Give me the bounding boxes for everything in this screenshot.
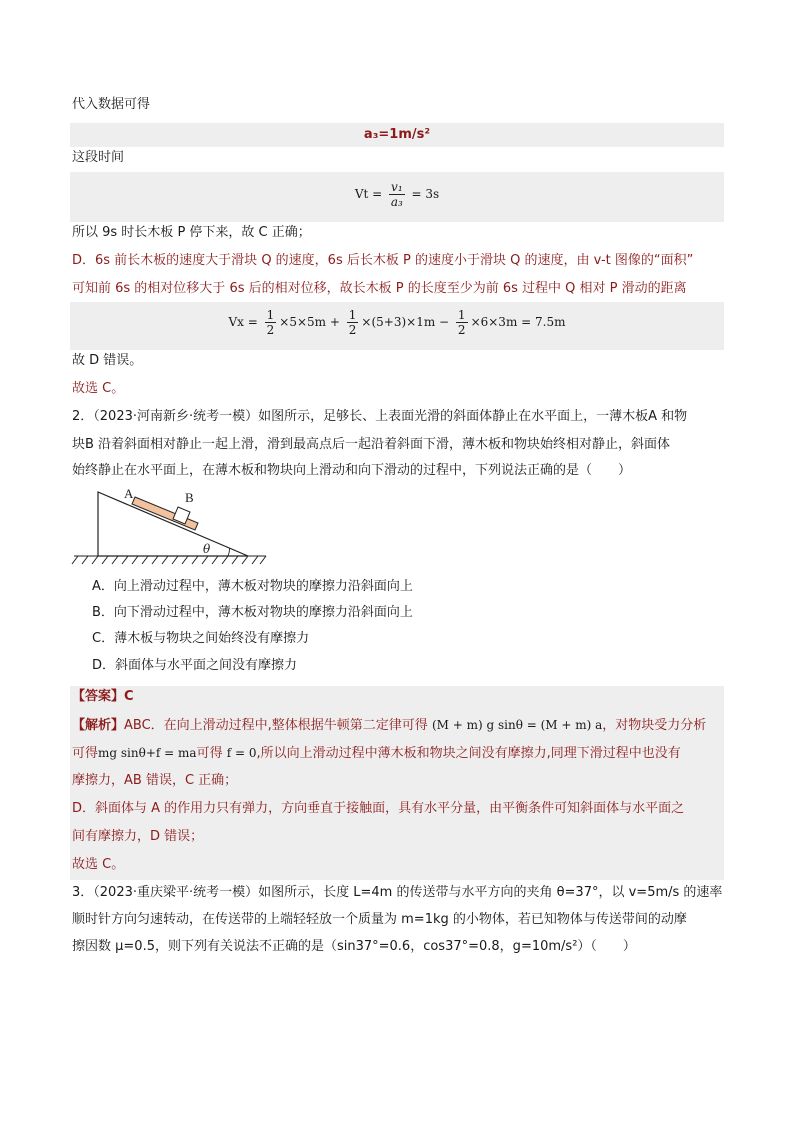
analysis-text-2b: 可得 — [196, 746, 223, 761]
label-a: A — [124, 486, 134, 501]
dx-term2: ×(5+3)×1m − — [361, 315, 450, 329]
q2-option-c: C．薄木板与物块之间始终没有摩擦力 — [92, 631, 310, 646]
choose-c-1: 故选 C。 — [72, 381, 125, 396]
d-wrong-text: 故 D 错误。 — [72, 353, 143, 368]
incline-figure — [70, 484, 280, 570]
q2-line2: 块B 沿着斜面相对静止一起上滑，滑到最高点后一起沿着斜面下滑，薄木板和物块始终相对静止，斜面体 — [72, 437, 671, 452]
q2-analysis-line2 — [72, 743, 724, 764]
dx-term3: ×6×3m = 7.5m — [470, 315, 566, 329]
analysis-text-1b: ，对物块受力分析 — [602, 718, 707, 733]
half-den: 2 — [348, 323, 357, 337]
dx-formula — [70, 302, 724, 337]
half-num: 1 — [266, 308, 275, 322]
q2-line1: 2．（2023·河南新乡·统考一模）如图所示，足够长、上表面光滑的斜面体静止在水平面上，一薄木板A 和物 — [72, 409, 688, 424]
dx-term1: ×5×5m + — [279, 315, 340, 329]
analysis-eq-3: f = 0 — [226, 746, 257, 760]
half-fraction — [456, 308, 468, 337]
q2-option-a: A．向上滑动过程中，薄木板对物块的摩擦力沿斜面向上 — [92, 579, 413, 594]
q3-line2: 顺时针方向匀速转动，在传送带的上端轻轻放一个质量为 m=1kg 的小物体，若已知物体与传送带间的动摩 — [72, 912, 687, 927]
q2-analysis-line5: 间有摩擦力，D 错误； — [72, 829, 204, 844]
q2-line3: 始终静止在水平面上，在薄木板和物块向上滑动和向下滑动的过程中，下列说法正确的是（ ） — [72, 463, 632, 478]
half-num: 1 — [457, 308, 466, 322]
dt-formula — [70, 172, 724, 209]
dt-denominator: a₃ — [390, 195, 403, 209]
q2-analysis-line4: D．斜面体与 A 的作用力只有弹力，方向垂直于接触面，具有水平分量，由平衡条件可知斜面体与水平面之 — [72, 801, 685, 816]
dt-rhs: = 3s — [411, 187, 440, 201]
q2-option-b: B．向下滑动过程中，薄木板对物块的摩擦力沿斜面向上 — [92, 605, 413, 620]
choose-c-2: 故选 C。 — [72, 857, 125, 872]
time-label: 这段时间 — [72, 150, 125, 165]
analysis-text-1a: ABC．在向上滑动过程中,整体根据牛顿第二定律可得 — [124, 718, 428, 733]
half-num: 1 — [348, 308, 357, 322]
dx-lhs: Vx = — [228, 315, 258, 329]
q2-analysis-line3: 摩擦力，AB 错误，C 正确； — [72, 773, 238, 788]
q2-option-d: D．斜面体与水平面之间没有摩擦力 — [92, 658, 298, 673]
dt-formula-box — [70, 172, 724, 222]
analysis-eq-2: mg sinθ+f = ma — [98, 746, 197, 760]
half-den: 2 — [266, 323, 275, 337]
half-fraction — [265, 308, 277, 337]
half-den: 2 — [457, 323, 466, 337]
dt-lhs: Vt = — [354, 187, 383, 201]
analysis-eq-1: (M + m) g sinθ = (M + m) a — [431, 718, 603, 732]
q2-answer: 【答案】C — [72, 689, 134, 704]
analysis-tag: 【解析】 — [72, 718, 125, 733]
conclusion-c — [72, 223, 724, 243]
analysis-text-2a: 可得 — [72, 746, 99, 761]
q2-analysis-line1 — [72, 715, 724, 736]
analysis-text-2c: ,所以向上滑动过程中薄木板和物块之间没有摩擦力,同理下滑过程中也没有 — [256, 746, 681, 761]
d-analysis-line1: D．6s 前长木板的速度大于滑块 Q 的速度，6s 后长木板 P 的速度小于滑块 Q 的速度，由 v-t 图像的“面积” — [72, 253, 694, 268]
conclusion-c-text: 所以 9s 时长木板 P 停下来，故 C 正确； — [72, 225, 311, 240]
a3-formula-box — [70, 123, 724, 147]
label-theta: θ — [203, 542, 211, 556]
q3-line3: 擦因数 μ=0.5，则下列有关说法不正确的是（sin37°=0.6，cos37°=0.8，g=10m/s²）（ ） — [72, 939, 636, 954]
a3-formula: a₃=1m/s² — [363, 127, 431, 142]
substitute-text: 代入数据可得 — [72, 97, 151, 112]
half-fraction — [347, 308, 359, 337]
label-b: B — [185, 490, 194, 505]
incline-body — [98, 492, 248, 556]
d-analysis-line2: 可知前 6s 的相对位移大于 6s 后的相对位移，故长木板 P 的长度至少为前 6s 过程中 Q 相对 P 滑动的距离 — [72, 281, 687, 296]
q3-line1: 3．（2023·重庆梁平·统考一模）如图所示，长度 L=4m 的传送带与水平方向的夹角 θ=37°，以 v=5m/s 的速率 — [72, 885, 723, 900]
ground-hatching — [72, 556, 266, 564]
dt-numerator: v₁ — [391, 180, 403, 194]
dx-formula-box — [70, 302, 724, 350]
dt-fraction — [389, 180, 405, 209]
